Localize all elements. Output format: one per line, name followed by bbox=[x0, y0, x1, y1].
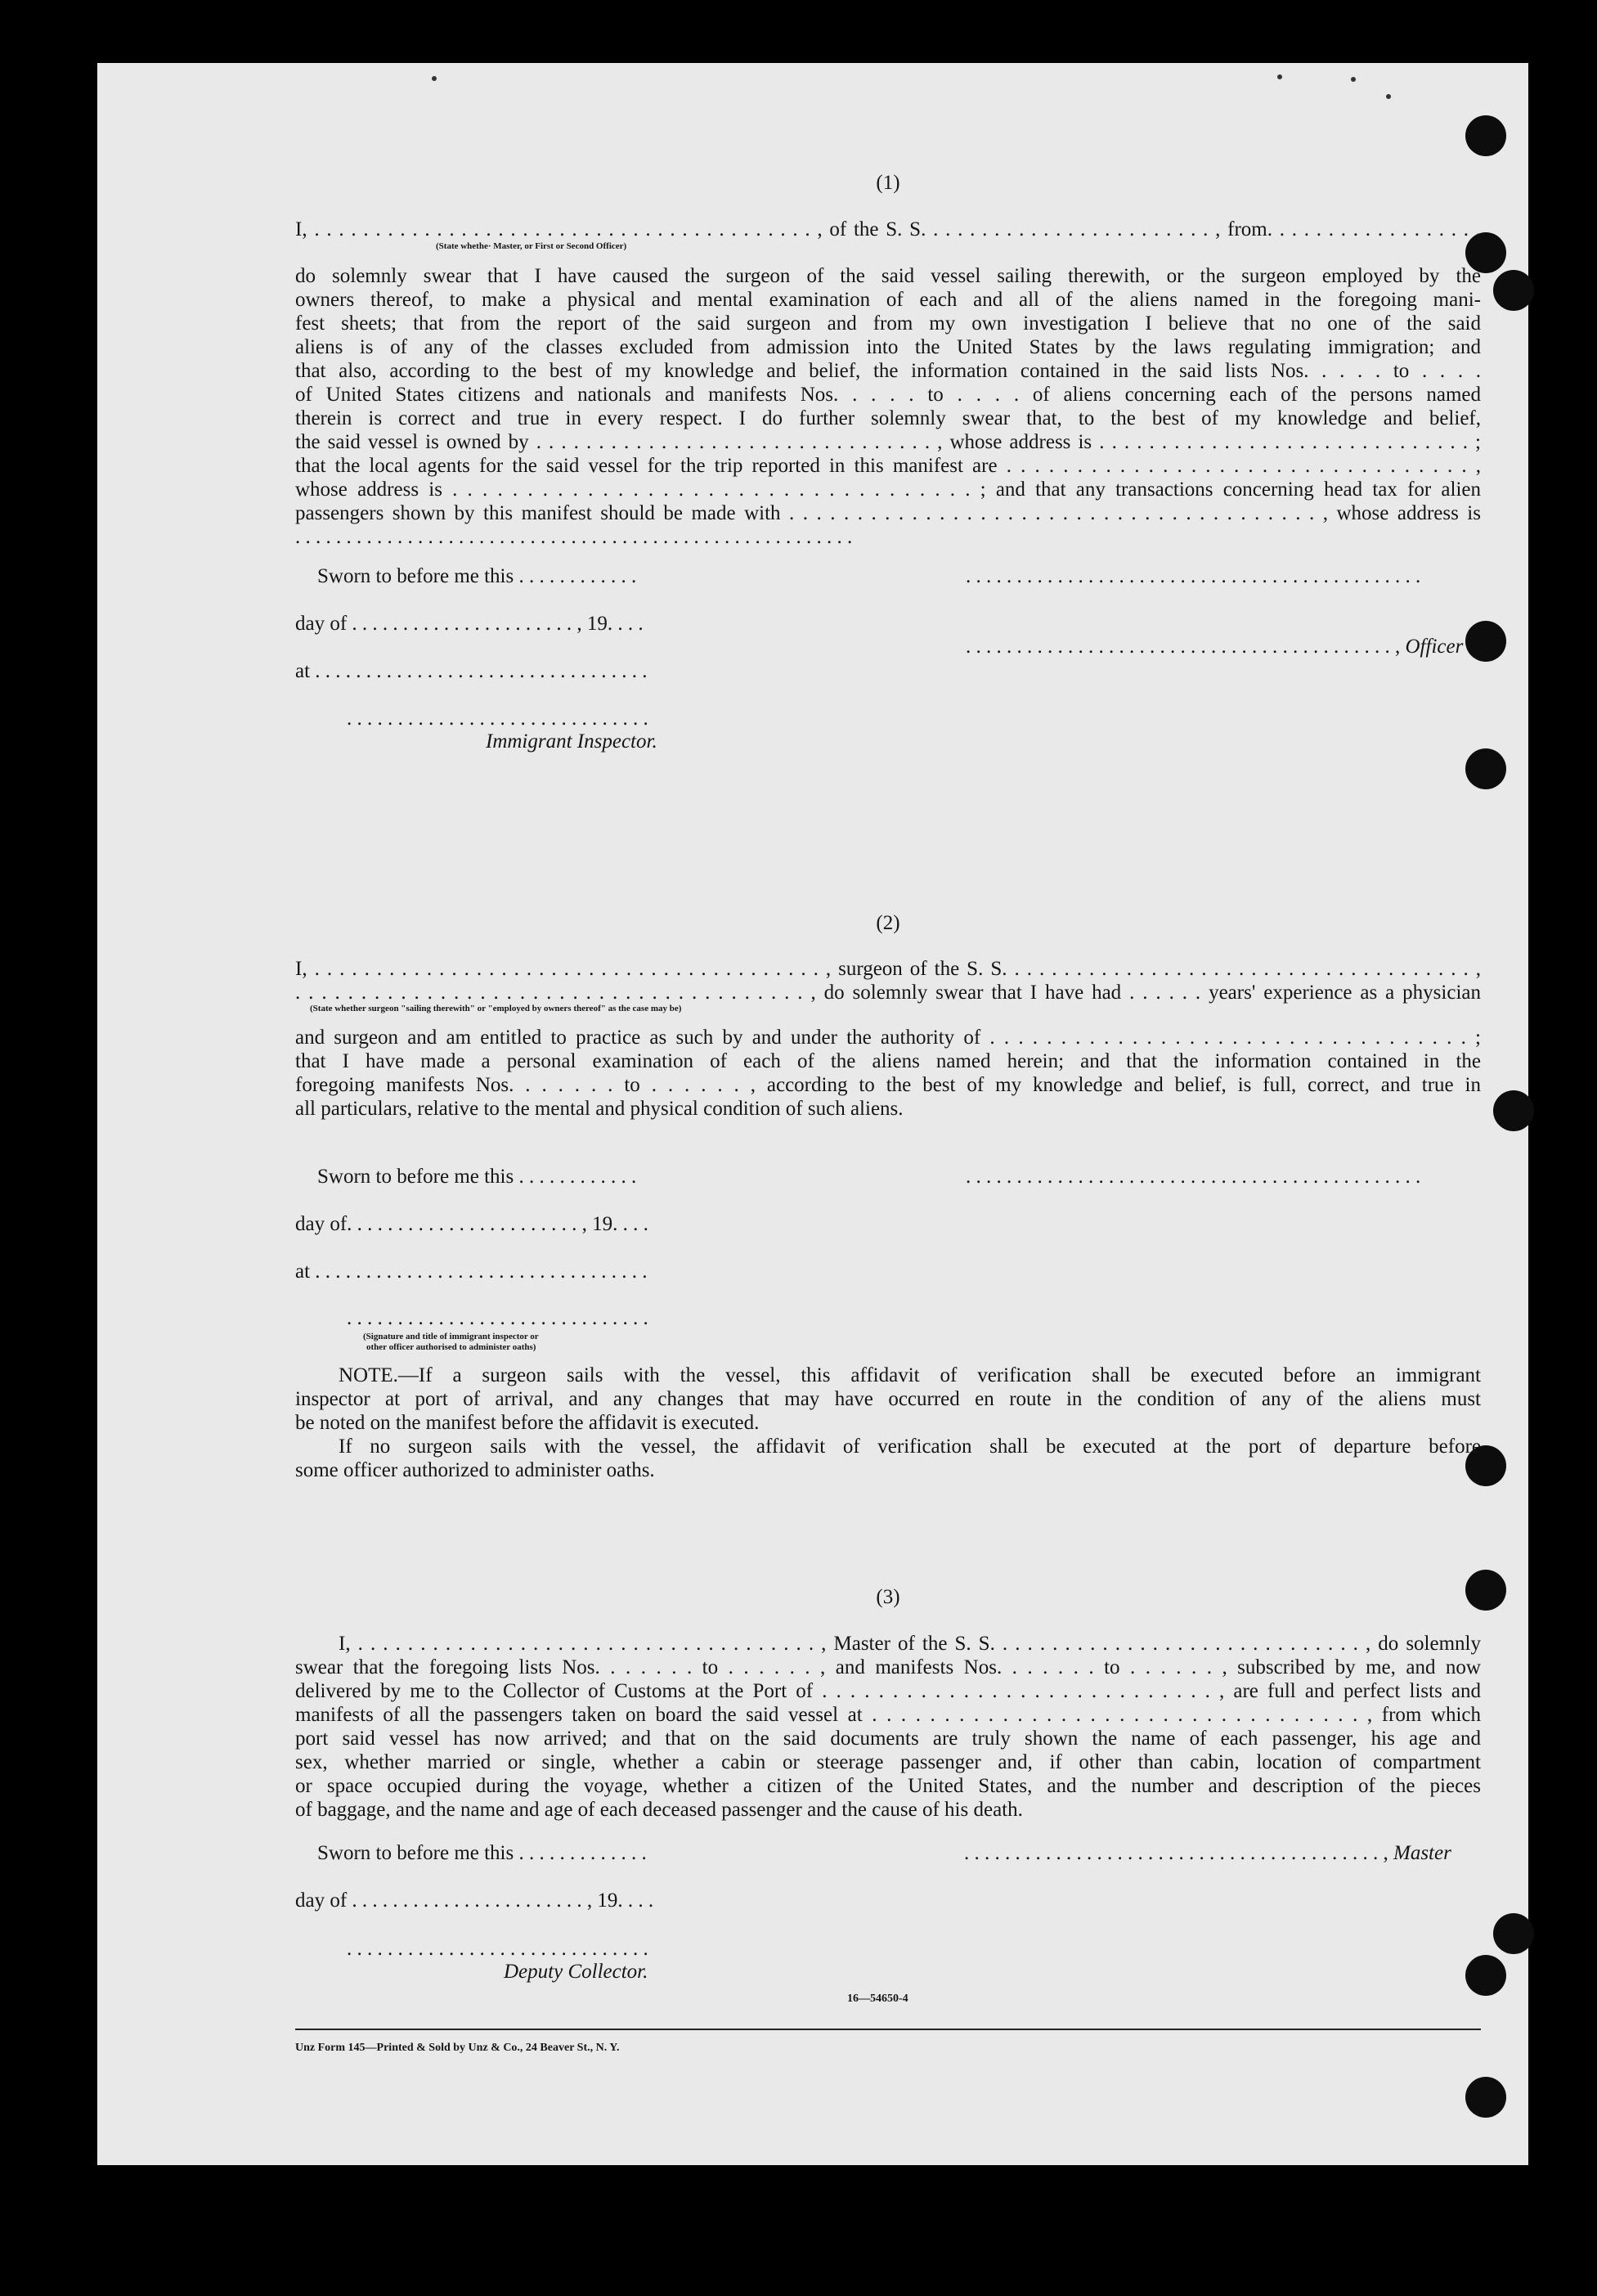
text-line: the said vessel is owned by . . . . . . . . . . . . . . . . . . . . . . . . . . . . . . . . , whose address is . . . . . . . . . . . . . . . . . . . . . . . . . . . . . . ; bbox=[295, 431, 1481, 453]
sworn-line: Sworn to before me this . . . . . . . . . . . . bbox=[317, 1166, 637, 1188]
form-number: 16—54650-4 bbox=[847, 1993, 908, 2005]
footer-rule bbox=[295, 2029, 1481, 2030]
official-caption: other officer authorised to administer oaths) bbox=[366, 1342, 536, 1352]
text-line: owners thereof, to make a physical and mental examination of each and all of the aliens named in the foregoing mani- bbox=[295, 289, 1481, 311]
punch-hole bbox=[1465, 621, 1506, 662]
note-line: be noted on the manifest before the affidavit is executed. bbox=[295, 1412, 760, 1434]
at-line: at . . . . . . . . . . . . . . . . . . . . . . . . . . . . . . . . . bbox=[295, 660, 648, 682]
note-line: If no surgeon sails with the vessel, the affidavit of verification shall be executed at the port of departure before bbox=[339, 1436, 1481, 1458]
text-line: delivered by me to the Collector of Customs at the Port of . . . . . . . . . . . . . . . . . . . . . . . . . . . . , are full and perfect lists and bbox=[295, 1680, 1481, 1702]
paper-speck bbox=[1386, 94, 1391, 99]
text-line: of United States citizens and nationals and manifests Nos. . . . . to . . . . of aliens concerning each of the persons named bbox=[295, 384, 1481, 406]
text-line: all particulars, relative to the mental and physical condition of such aliens. bbox=[295, 1098, 904, 1120]
field-caption: (State whethe· Master, or First or Second Officer) bbox=[436, 241, 627, 251]
punch-hole bbox=[1465, 1955, 1506, 1996]
day-line: day of . . . . . . . . . . . . . . . . . . . . . . , 19. . . . bbox=[295, 613, 644, 635]
day-line: day of . . . . . . . . . . . . . . . . . . . . . . . , 19. . . . bbox=[295, 1889, 654, 1912]
note-line: some officer authorized to administer oaths. bbox=[295, 1459, 655, 1481]
official-caption: (Signature and title of immigrant inspector or bbox=[363, 1332, 539, 1341]
punch-hole bbox=[1465, 748, 1506, 789]
section-number: (1) bbox=[876, 172, 900, 194]
text-line: whose address is . . . . . . . . . . . . . . . . . . . . . . . . . . . . . . . . . . . ; and that any transactions concerning head tax for alien bbox=[295, 479, 1481, 501]
text-line: sex, whether married or single, whether a cabin or steerage passenger and, if other than cabin, location of compartment bbox=[295, 1751, 1481, 1773]
text-line: manifests of all the passengers taken on board the said vessel at . . . . . . . . . . . . . . . . . . . . . . . . . . . . . . . . . . , from which bbox=[295, 1704, 1481, 1726]
collector-dots: . . . . . . . . . . . . . . . . . . . . . . . . . . . . . . bbox=[347, 1938, 648, 1960]
text-line: . . . . . . . . . . . . . . . . . . . . . . . . . . . . . . . . . . . . . . . . . . . . . . . . . . . . . . . bbox=[295, 526, 853, 548]
punch-hole bbox=[1493, 1090, 1534, 1131]
paper-speck bbox=[1351, 77, 1356, 82]
text-line: or space occupied during the voyage, whether a citizen of the United States, and the number and description of the pieces bbox=[295, 1775, 1481, 1797]
printer-footer: Unz Form 145—Printed & Sold by Unz & Co., 24 Beaver St., N. Y. bbox=[295, 2042, 620, 2054]
section-number: (2) bbox=[876, 912, 900, 934]
punch-hole bbox=[1493, 1913, 1534, 1954]
master-dots: . . . . . . . . . . . . . . . . . . . . . . . . . . . . . . . . . . . . . . . . . , bbox=[964, 1842, 1388, 1864]
master-line bbox=[964, 1842, 1451, 1865]
text-line: I, . . . . . . . . . . . . . . . . . . . . . . . . . . . . . . . . . . . . . , Master of the S. S. . . . . . . . . . . . . . . . . . . . . . . . . . . . . . , do solemnly bbox=[339, 1633, 1481, 1655]
official-dots: . . . . . . . . . . . . . . . . . . . . . . . . . . . . . . bbox=[347, 1307, 648, 1329]
signature-dots: . . . . . . . . . . . . . . . . . . . . . . . . . . . . . . . . . . . . . . . . . . . . . bbox=[966, 1166, 1421, 1188]
officer-line bbox=[966, 636, 1463, 658]
text-line: therein is correct and true in every respect. I do further solemnly swear that, to the best of my knowledge and belief, bbox=[295, 407, 1481, 429]
text-line: that the local agents for the said vessel for the trip reported in this manifest are . . . . . . . . . . . . . . . . . . . . . . . . . . . . . . . . . , bbox=[295, 455, 1481, 477]
section-number: (3) bbox=[876, 1586, 900, 1608]
text-line: do solemnly swear that I have caused the surgeon of the said vessel sailing therewith, or the surgeon employed by the bbox=[295, 265, 1481, 287]
punch-hole bbox=[1493, 270, 1534, 311]
text-line: passengers shown by this manifest should be made with . . . . . . . . . . . . . . . . . . . . . . . . . . . . . . . . . . . . . . . , whose address is bbox=[295, 502, 1481, 524]
text-line: aliens is of any of the classes excluded from admission into the United States by the laws regulating immigration; and bbox=[295, 336, 1481, 358]
text-line: and surgeon and am entitled to practice as such by and under the authority of . . . . . . . . . . . . . . . . . . . . . . . . . . . . . . . . . . ; bbox=[295, 1027, 1481, 1049]
at-line: at . . . . . . . . . . . . . . . . . . . . . . . . . . . . . . . . . bbox=[295, 1260, 648, 1283]
sworn-line: Sworn to before me this . . . . . . . . . . . . bbox=[317, 565, 637, 587]
officer-dots: . . . . . . . . . . . . . . . . . . . . . . . . . . . . . . . . . . . . . . . . . . , bbox=[966, 636, 1401, 658]
note-line: NOTE.—If a surgeon sails with the vessel, this affidavit of verification shall be executed before an immigrant bbox=[339, 1364, 1481, 1386]
signature-dots: . . . . . . . . . . . . . . . . . . . . . . . . . . . . . . . . . . . . . . . . . . . . . bbox=[966, 565, 1421, 587]
inspector-dots: . . . . . . . . . . . . . . . . . . . . . . . . . . . . . . bbox=[347, 708, 648, 730]
text-line: I, . . . . . . . . . . . . . . . . . . . . . . . . . . . . . . . . . . . . . . . . . , of the S. S. . . . . . . . . . . . . . . . . . . . . . . . , from. . . . . . . . . . . . . . . . . , bbox=[295, 218, 1481, 240]
text-line: of baggage, and the name and age of each deceased passenger and the cause of his death. bbox=[295, 1799, 1023, 1821]
master-label: Master bbox=[1393, 1842, 1451, 1864]
text-line: I, . . . . . . . . . . . . . . . . . . . . . . . . . . . . . . . . . . . . . . . . . , surgeon of the S. S. . . . . . . . . . . . . . . . . . . . . . . . . . . . . . . . . . . . . . , bbox=[295, 958, 1481, 980]
paper-speck bbox=[1277, 74, 1282, 79]
collector-label: Deputy Collector. bbox=[504, 1961, 648, 1983]
document-page bbox=[97, 63, 1528, 2165]
field-caption: (State whether surgeon "sailing therewith" or "employed by owners thereof" as the case may be) bbox=[310, 1004, 682, 1013]
text-line: . . . . . . . . . . . . . . . . . . . . . . . . . . . . . . . . . . . . . . . , do solemnly swear that I have had . . . . . . years' experience as a physician bbox=[295, 982, 1481, 1004]
text-line: swear that the foregoing lists Nos. . . . . . . to . . . . . . , and manifests Nos. . . . . . . to . . . . . . , subscribed by me, and now bbox=[295, 1656, 1481, 1678]
text-line: fest sheets; that from the report of the said surgeon and from my own investigation I believe that no one of the said bbox=[295, 312, 1481, 335]
officer-label: Officer bbox=[1405, 636, 1464, 658]
paper-speck bbox=[433, 77, 436, 80]
note-line: inspector at port of arrival, and any changes that may have occurred en route in the condition of any of the aliens must bbox=[295, 1388, 1481, 1410]
punch-hole bbox=[1465, 2077, 1506, 2118]
day-line: day of. . . . . . . . . . . . . . . . . . . . . . . , 19. . . . bbox=[295, 1213, 648, 1235]
inspector-label: Immigrant Inspector. bbox=[486, 730, 657, 753]
text-line: foregoing manifests Nos. . . . . . . to . . . . . . , according to the best of my knowledge and belief, is full, correct, and true in bbox=[295, 1074, 1481, 1096]
punch-hole bbox=[1465, 115, 1506, 156]
text-line: that I have made a personal examination of each of the aliens named herein; and that the information contained in the bbox=[295, 1050, 1481, 1072]
sworn-line: Sworn to before me this . . . . . . . . . . . . . bbox=[317, 1842, 647, 1864]
text-line: port said vessel has now arrived; and that on the said documents are truly shown the name of each passenger, his age and bbox=[295, 1728, 1481, 1750]
text-line: that also, according to the best of my knowledge and belief, the information contained in the said lists Nos. . . . . to . . . . bbox=[295, 360, 1481, 382]
